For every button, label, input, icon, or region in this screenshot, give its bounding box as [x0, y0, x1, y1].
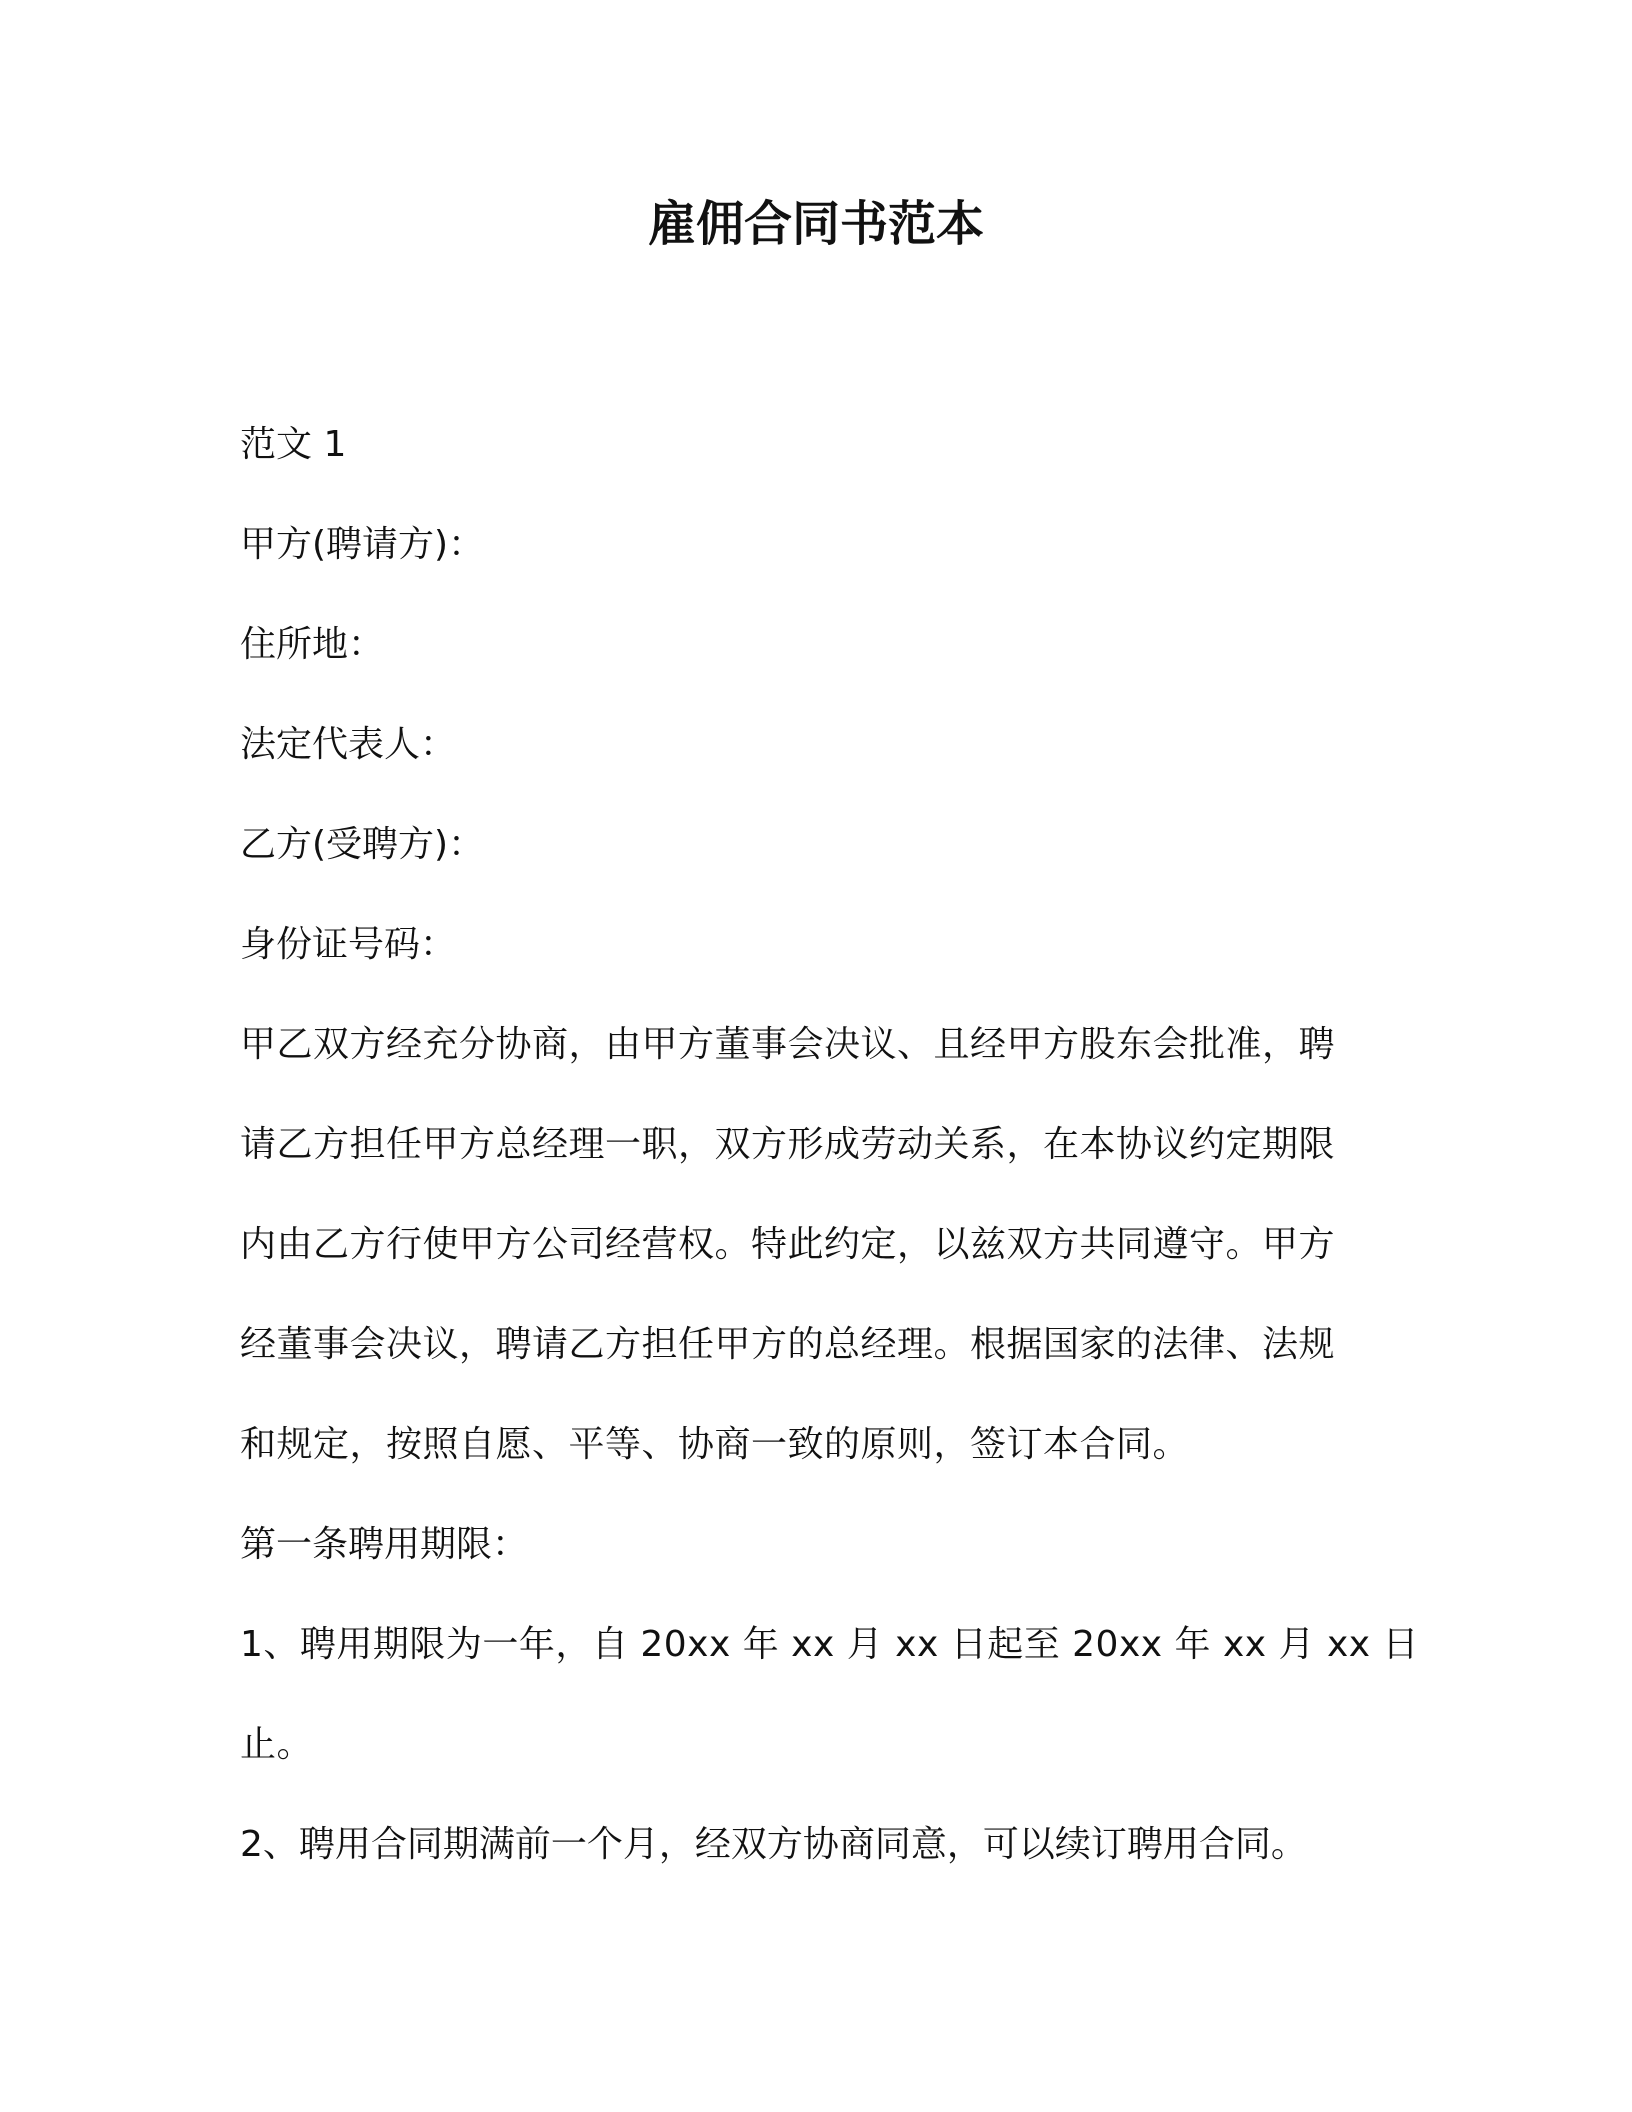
document-title: 雇佣合同书范本: [647, 196, 984, 252]
clause-1-line: 止。: [240, 1724, 314, 1765]
intro-paragraph: [240, 995, 1368, 1495]
intro-line: 和规定，按照自愿、平等、协商一致的原则，签订本合同。: [240, 1424, 1190, 1465]
id-number-field: 身份证号码：: [240, 924, 457, 965]
intro-line: 甲乙双方经充分协商，由甲方董事会决议、且经甲方股东会批准，聘: [240, 1024, 1336, 1065]
party-a-field: 甲方(聘请方)：: [240, 524, 485, 565]
address-field: 住所地：: [240, 624, 385, 665]
party-b-field: 乙方(受聘方)：: [240, 824, 485, 865]
clause-1-line: 1、聘用期限为一年，自 20xx 年 xx 月 xx 日起至 20xx 年 xx 月 xx 日: [240, 1624, 1419, 1665]
intro-line: 内由乙方行使甲方公司经营权。特此约定，以兹双方共同遵守。甲方: [240, 1224, 1336, 1265]
legal-representative-field: 法定代表人：: [240, 724, 457, 765]
clause-1-paragraph: [240, 1595, 1419, 1795]
intro-line: 经董事会决议，聘请乙方担任甲方的总经理。根据国家的法律、法规: [240, 1324, 1336, 1365]
intro-line: 请乙方担任甲方总经理一职，双方形成劳动关系，在本协议约定期限: [240, 1124, 1336, 1165]
section-label: 范文 1: [240, 424, 347, 465]
clause-2-paragraph: 2、聘用合同期满前一个月，经双方协商同意，可以续订聘用合同。: [240, 1824, 1307, 1865]
article-1-heading: 第一条聘用期限：: [240, 1524, 529, 1565]
